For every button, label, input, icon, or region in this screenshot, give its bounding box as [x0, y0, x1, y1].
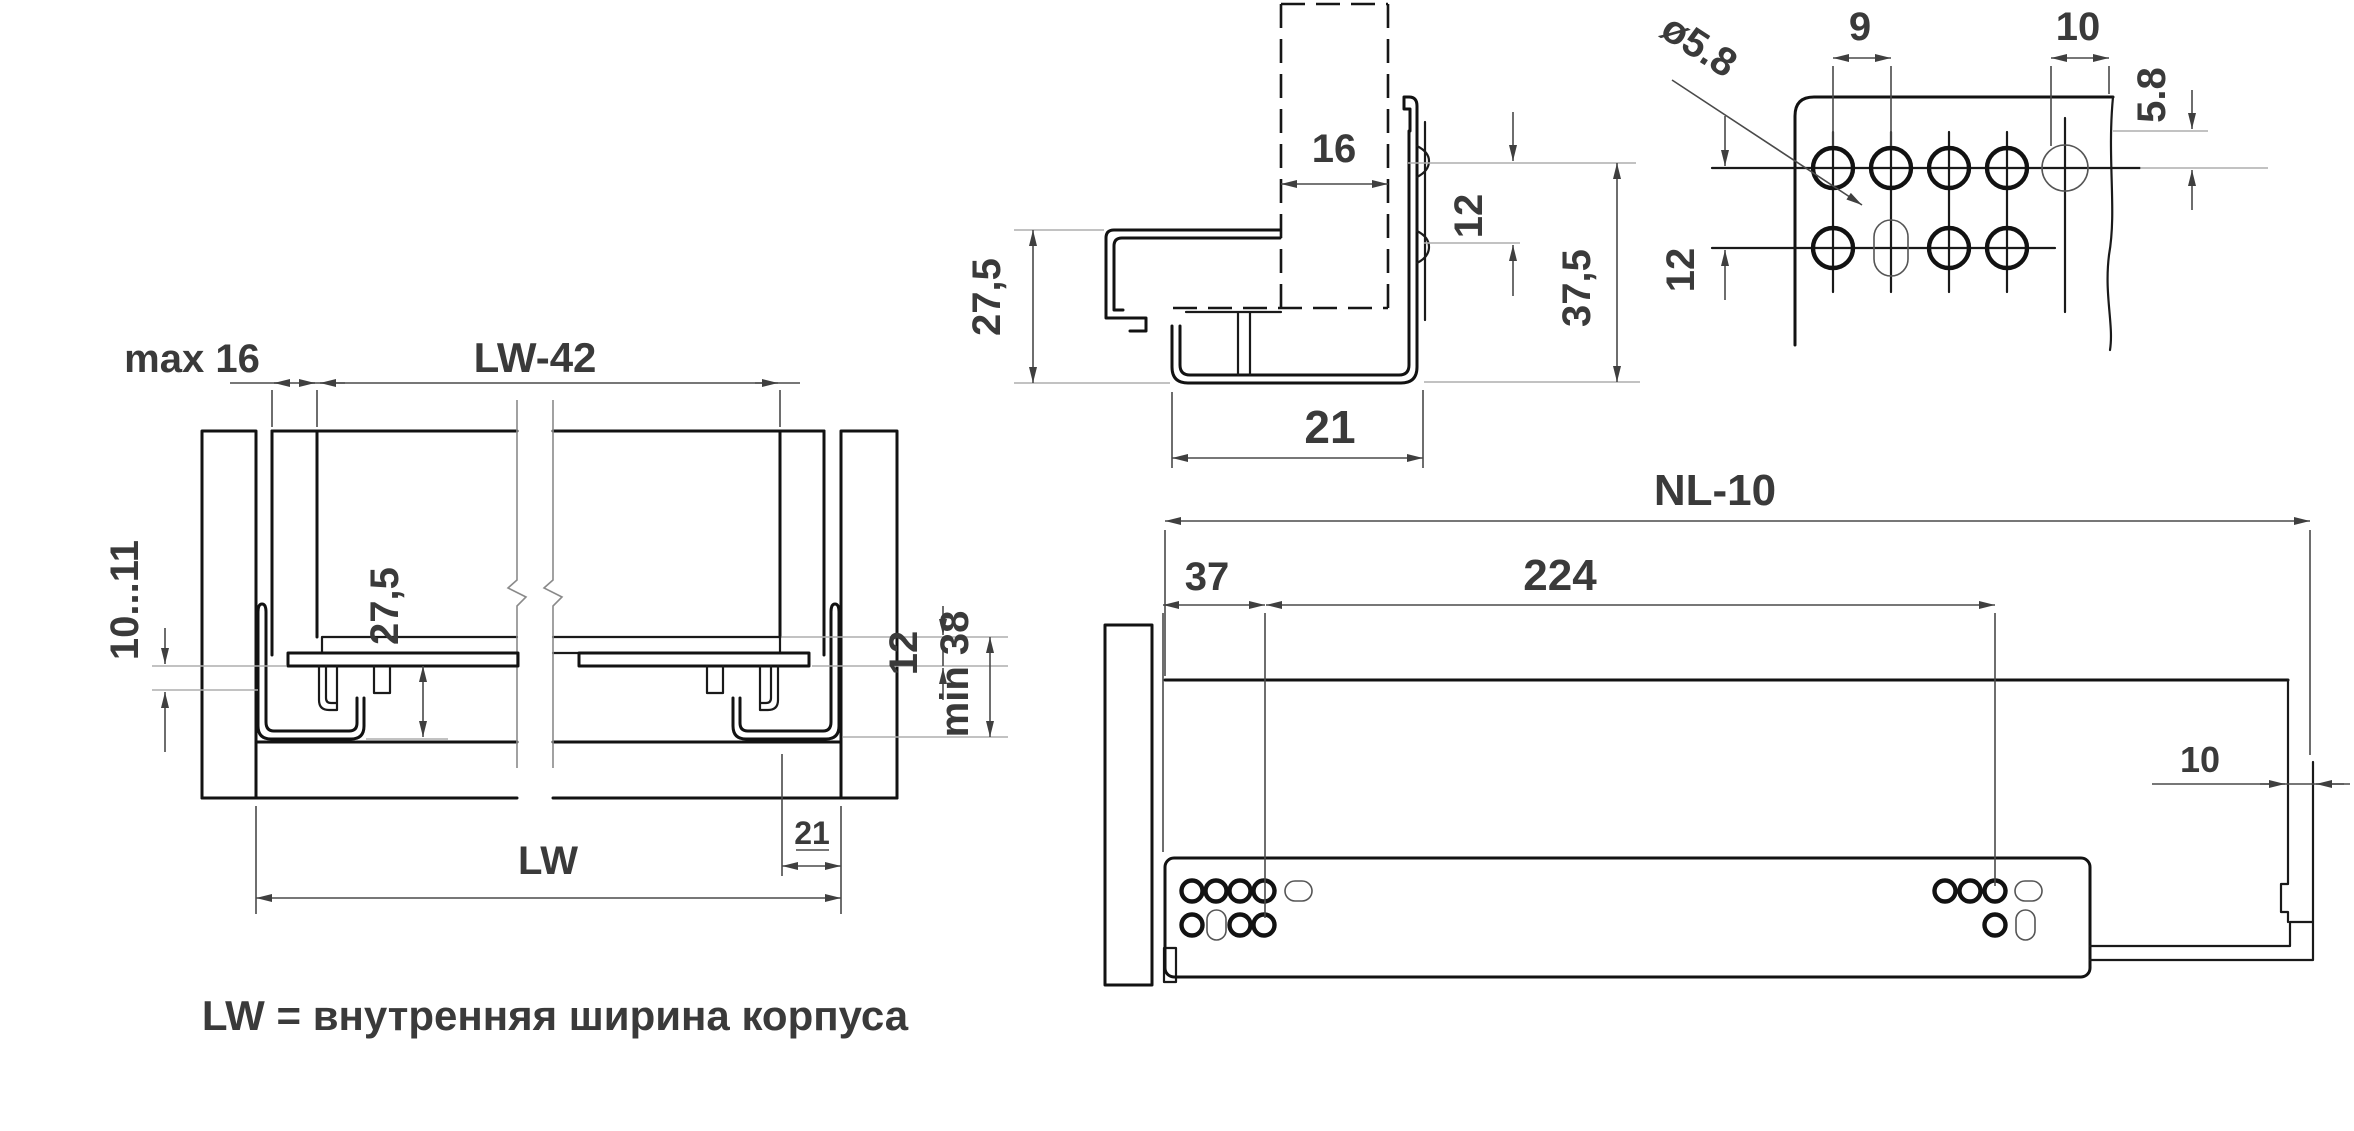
rear-hole-1	[1935, 881, 1956, 902]
profile-bracket-bumps	[1417, 122, 1429, 320]
dim-label-275-left: 27,5	[363, 567, 407, 645]
dim-label-9: 9	[1848, 5, 1872, 49]
slide-body	[1165, 858, 2090, 977]
dim-label-58: 5.8	[2130, 67, 2174, 123]
profile-channel-inner	[1180, 131, 1409, 375]
front-hole-5	[1182, 915, 1203, 936]
dim-label-10-pattern: 10	[2055, 5, 2101, 49]
dim-label-max16: max 16	[124, 337, 260, 381]
profile-flange-inner	[1114, 238, 1280, 310]
left-slide-profile	[258, 604, 364, 739]
cabinet-left-wall	[202, 431, 256, 798]
front-hole-7	[1254, 915, 1275, 936]
front-hole-1	[1182, 881, 1203, 902]
dim-label-12-mid: 12	[1447, 193, 1491, 239]
front-slot-top	[1285, 881, 1312, 901]
drill-pattern-view	[1654, 5, 2268, 350]
dim-label-nl10: NL-10	[1653, 466, 1777, 515]
dim-label-275-mid: 27,5	[965, 258, 1009, 336]
front-slot-bottom	[1207, 910, 1226, 940]
plate-break-line	[2108, 97, 2113, 350]
drawer-right-panel	[780, 431, 824, 655]
side-view	[1105, 466, 2350, 985]
dim-label-12-pattern: 12	[1659, 247, 1703, 293]
front-hole-6	[1230, 915, 1251, 936]
dim-label-lw42: LW-42	[473, 334, 597, 381]
profile-section-view	[965, 4, 1640, 468]
right-slide-rail	[579, 653, 809, 666]
front-hole-3	[1230, 881, 1251, 902]
front-hole-4	[1254, 881, 1275, 902]
dim-label-21-front: 21	[794, 815, 830, 851]
hole-row-axes	[1712, 168, 2140, 248]
dim-label-10-side: 10	[2179, 739, 2221, 780]
dim-label-min38: min 38	[933, 610, 977, 738]
drawer-left-panel	[272, 431, 317, 655]
dim-label-37: 37	[1184, 555, 1230, 599]
dim-label-lw: LW	[518, 839, 578, 883]
dim-label-224: 224	[1523, 551, 1597, 600]
rear-slot-top	[2015, 881, 2042, 901]
dim-label-10-11: 10...11	[103, 539, 147, 661]
rear-hole-2	[1960, 881, 1981, 902]
dim-label-375: 37,5	[1555, 249, 1599, 327]
left-slide-hooks	[319, 666, 390, 710]
dim-label-21-mid: 21	[1304, 401, 1356, 453]
lw-note: LW = внутренняя ширина корпуса	[201, 992, 909, 1039]
profile-inner-tab	[1186, 312, 1281, 375]
rear-slot-bottom	[2016, 910, 2035, 940]
dim-label-dia58: ø5.8	[1653, 5, 1745, 87]
right-slide-hooks	[707, 666, 778, 710]
profile-channel-outer	[1172, 97, 1417, 383]
break-line-left	[508, 400, 526, 768]
profile-flange-outer	[1106, 230, 1280, 331]
front-section-view	[103, 334, 1008, 1039]
break-line-right	[544, 400, 562, 768]
cabinet-right-wall	[841, 431, 897, 798]
dim-label-12-front: 12	[882, 630, 926, 676]
rear-hook-bracket	[2090, 680, 2313, 960]
left-slide-rail	[288, 653, 518, 666]
dim-label-16: 16	[1311, 127, 1357, 171]
rear-hole-4	[1985, 915, 2006, 936]
front-hole-2	[1206, 881, 1227, 902]
drawer-front-panel	[1105, 625, 1152, 985]
